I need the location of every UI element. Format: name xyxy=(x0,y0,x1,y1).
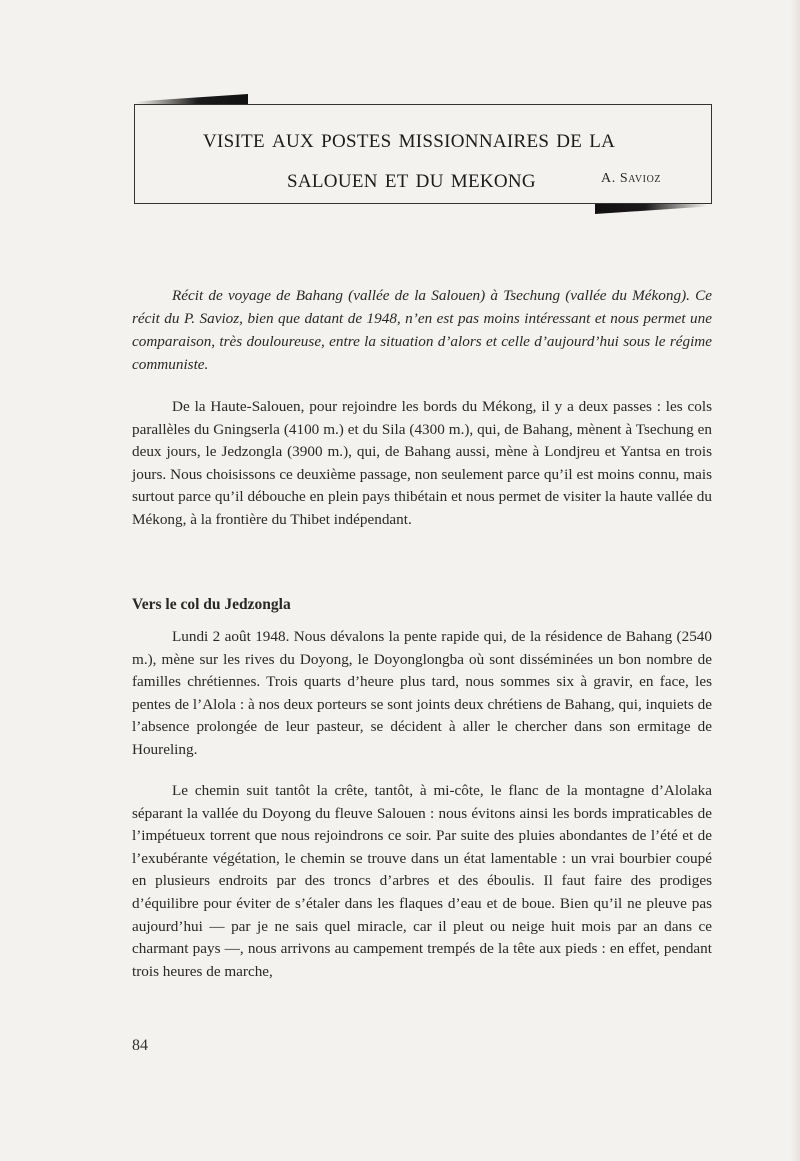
section-heading: Vers le col du Jedzongla xyxy=(132,596,291,613)
article-title-line-1: visite aux postes missionnaires de la xyxy=(203,123,616,153)
intro-paragraph: Récit de voyage de Bahang (vallée de la Salouen) à Tsechung (vallée du Mékong). Ce récit du P. Savioz, bien que datant de 1948, n’en est pas moins intéressant et nous permet une comparaison, très douloureuse, entre la situation d’alors et celle d’aujourd’hui sous le régime communiste. xyxy=(132,287,712,373)
body-paragraph-2: Lundi 2 août 1948. Nous dévalons la pente rapide qui, de la résidence de Bahang (2540 m.), mène sur les rives du Doyong, le Doyonglongba où sont disséminées un bon nombre de familles chrétiennes. Trois quarts d’heure plus tard, nous sommes six à gravir, en face, les pentes de l’Alola : à nos deux porteurs se sont joints deux chrétiens de Bahang, qui, inquiets de l’absence prolongée de leur pasteur, se décident à aller le chercher dans son ermitage de Houreling. xyxy=(132,628,712,758)
title-box xyxy=(134,104,712,204)
decorative-bar-top xyxy=(136,94,248,104)
body-paragraph-3: Le chemin suit tantôt la crête, tantôt, à mi-côte, le flanc de la montagne d’Alolaka séparant la vallée du Doyong du fleuve Salouen : nous évitons ainsi les bords impraticables de l’impétueux torrent que nous rejoindrons ce soir. Par suite des pluies abondantes de l’été et de l’exubérante végétation, le chemin se trouve dans un état lamentable : un vrai bourbier coupé en plusieurs endroits par des troncs d’arbres et des éboulis. Il faut faire des prodiges d’équilibre pour éviter de s’étaler dans les flaques d’eau et de boue. Bien qu’il ne pleuve pas aujourd’hui — par je ne sais quel miracle, car il pleut ou neige huit mois par an dans ce charmant pays —, nous arrivons au campement trempés de la tête aux pieds : en effet, pendant trois heures de marche, xyxy=(132,782,712,980)
author-name: A. Savioz xyxy=(601,171,662,186)
article-title-line-2: salouen et du mekong xyxy=(287,163,536,193)
body-paragraph-1: De la Haute-Salouen, pour rejoindre les bords du Mékong, il y a deux passes : les cols parallèles du Gningserla (4100 m.) et du Sila (4300 m.), qui, de Bahang, mènent à Tsechung en deux jours, le Jedzongla (3900 m.), qui, de Bahang aussi, mène à Londjreu et Yantsa en trois jours. Nous choisissons ce deuxième passage, non seulement parce qu’il est moins connu, mais surtout parce qu’il débouche en plein pays thibétain et nous permet de visiter la haute vallée du Mékong, à la frontière du Thibet indépendant. xyxy=(132,398,712,528)
page-number: 84 xyxy=(132,1037,148,1054)
decorative-bar-bottom xyxy=(595,204,707,214)
page-edge-shadow xyxy=(790,0,800,1161)
